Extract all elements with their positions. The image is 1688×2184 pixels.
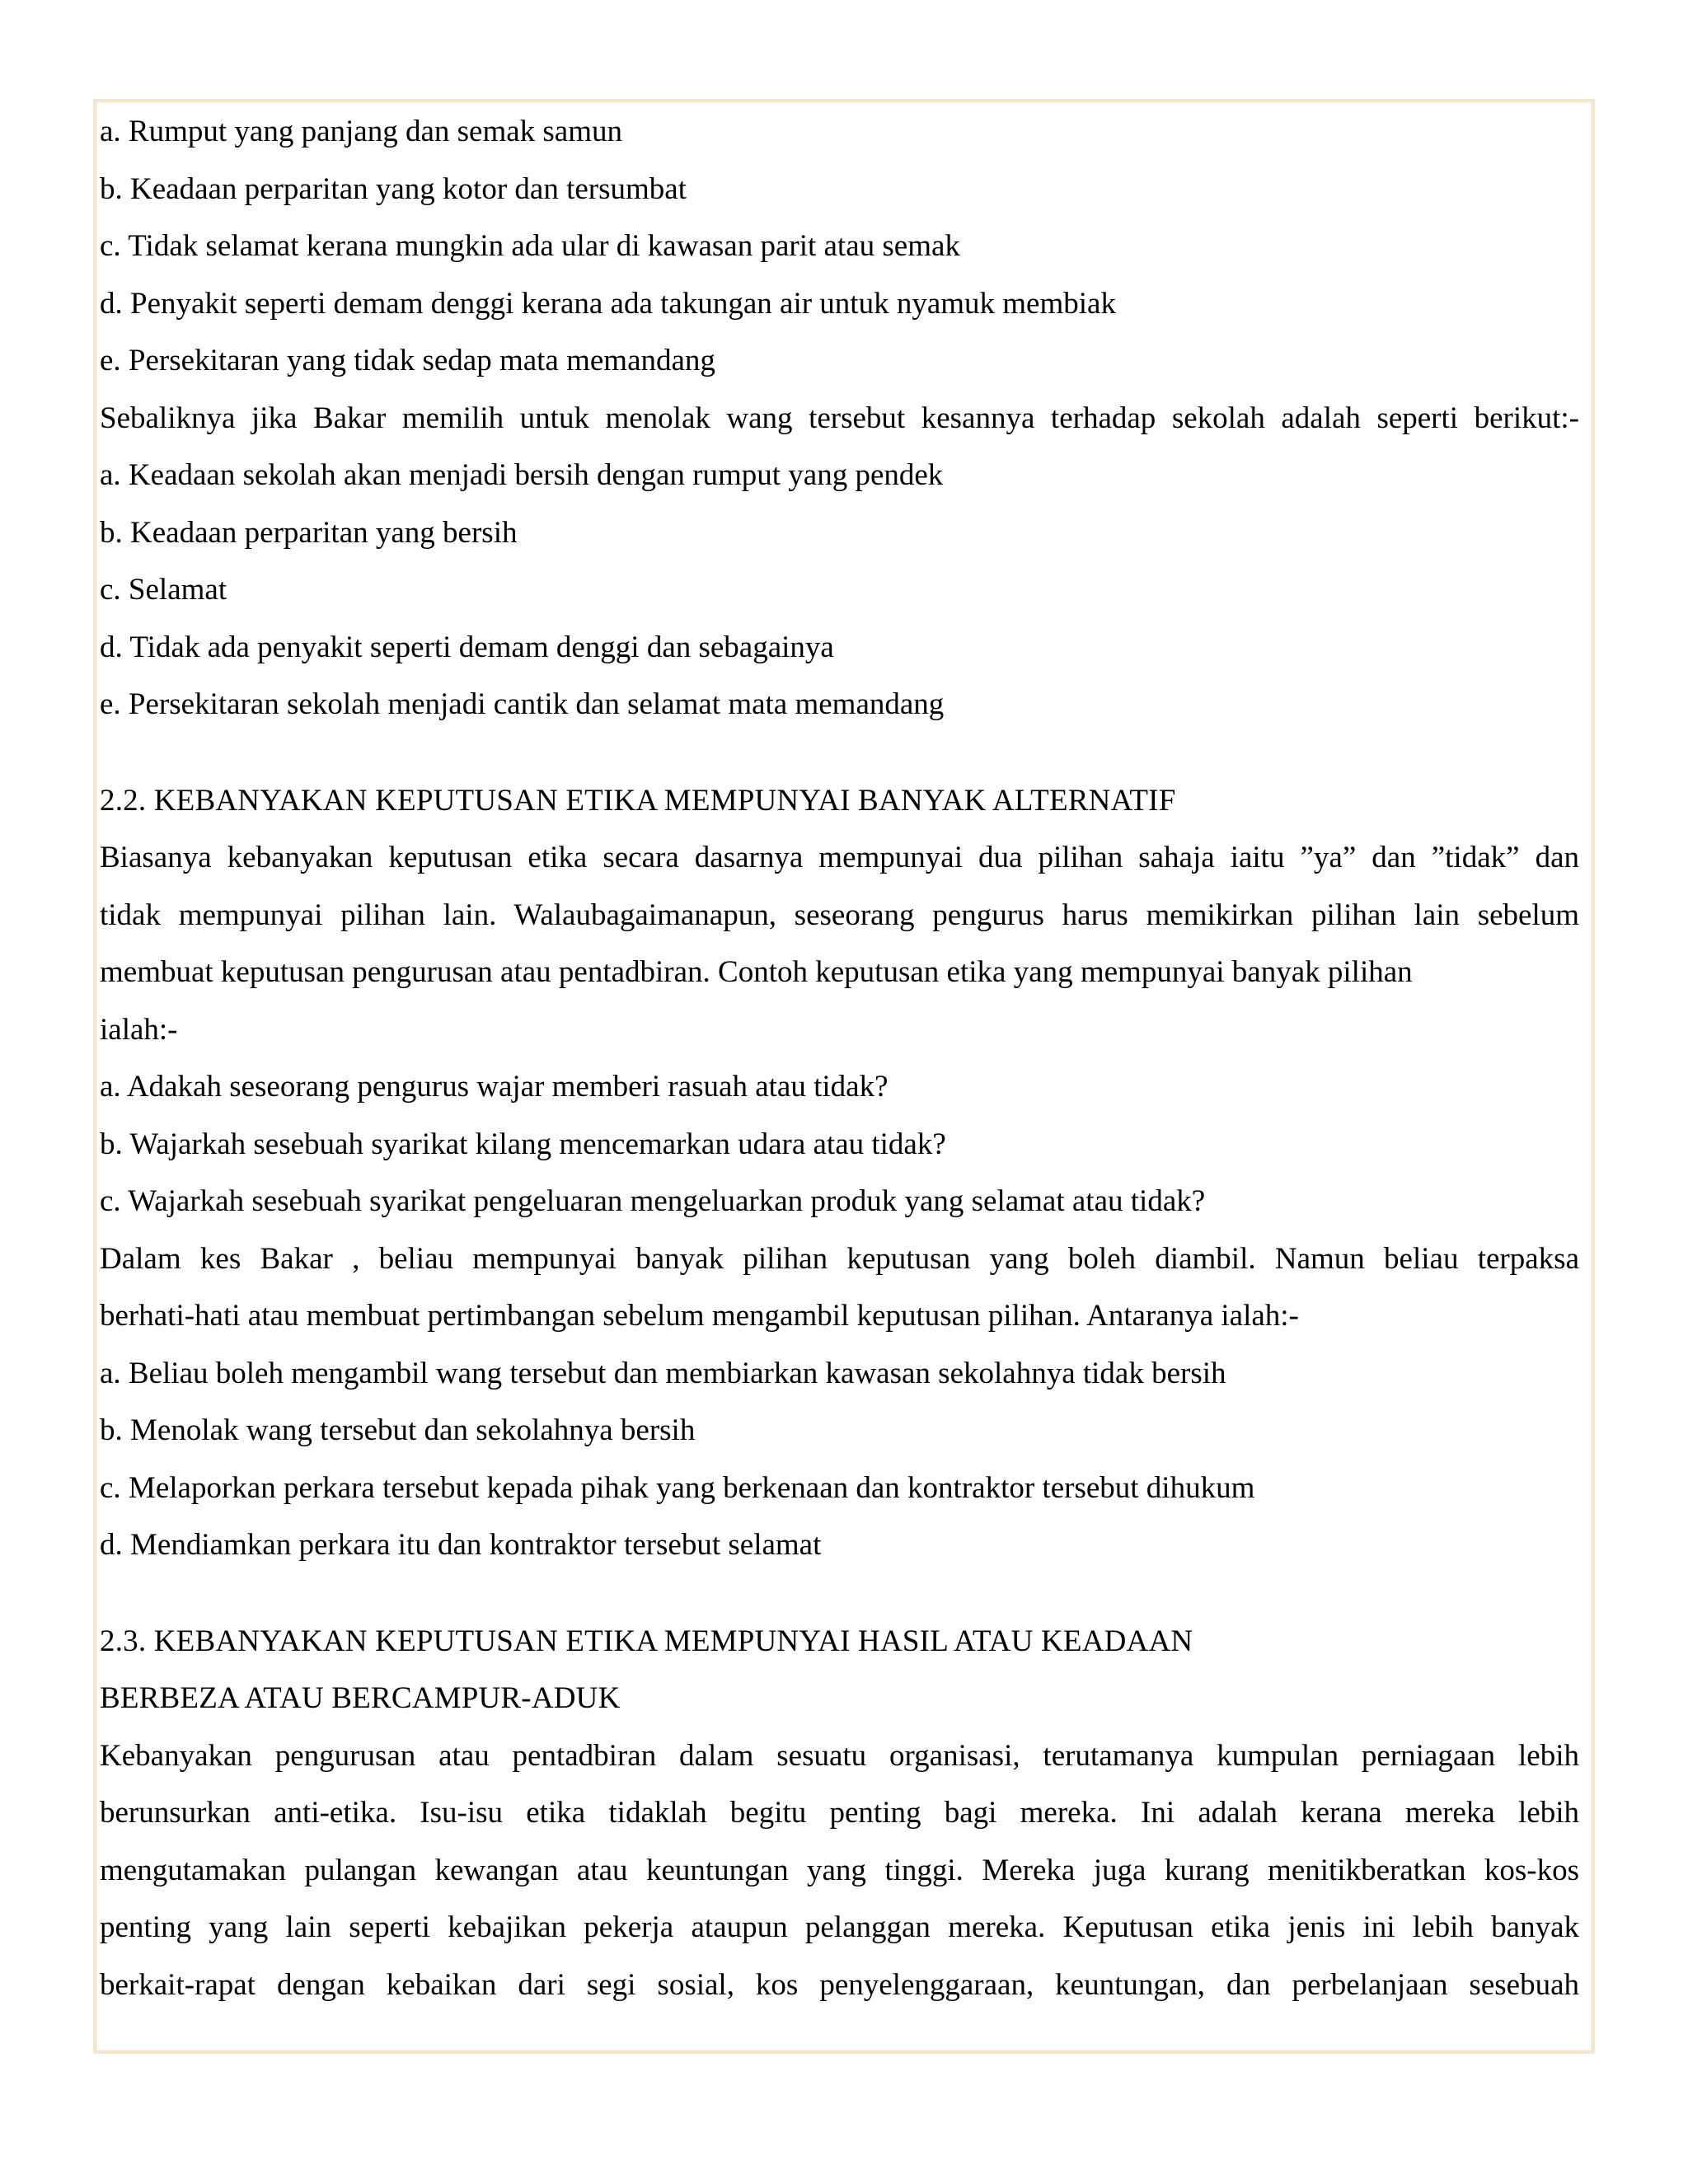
section-heading-2-2: 2.2. KEBANYAKAN KEPUTUSAN ETIKA MEMPUNYAI BANYAK ALTERNATIF [100,783,1176,818]
list-item: b. Keadaan perparitan yang kotor dan tersumbat [100,171,687,206]
section-heading-2-3 [100,1613,1583,1727]
paragraph-line: Biasanya kebanyakan keputusan etika secara dasarnya mempunyai dua pilihan sahaja iaitu ”ya” dan ”tidak” dan [100,841,1579,874]
list-item: c. Selamat [100,573,227,607]
list-item: e. Persekitaran sekolah menjadi cantik dan selamat mata memandang [100,687,945,721]
section-2-2-questions [100,1058,1583,1230]
section-2-3-paragraph [100,1727,1583,2014]
list-item: b. Keadaan perparitan yang bersih [100,515,518,550]
section-2-2-options [100,1345,1583,1574]
list-item: b. Menolak wang tersebut dan sekolahnya bersih [100,1413,696,1447]
paragraph-line: ialah:- [100,1012,178,1047]
document-body [100,103,1583,2013]
list-item: a. Rumput yang panjang dan semak samun [100,115,623,148]
paragraph-line: berunsurkan anti-etika. Isu-isu etika tidaklah begitu penting bagi mereka. Ini adalah kerana mereka lebih [100,1796,1579,1830]
section-2-2-paragraph [100,829,1583,1058]
list-item: d. Tidak ada penyakit seperti demam denggi dan sebagainya [100,630,834,664]
paragraph-line: penting yang lain seperti kebajikan pekerja ataupun pelanggan mereka. Keputusan etika jenis ini lebih banyak [100,1910,1579,1944]
list-item: a. Beliau boleh mengambil wang tersebut dan membiarkan kawasan sekolahnya tidak bersih [100,1356,1226,1390]
list-item: d. Mendiamkan perkara itu dan kontraktor tersebut selamat [100,1528,822,1562]
heading-line: 2.3. KEBANYAKAN KEPUTUSAN ETIKA MEMPUNYAI HASIL ATAU KEADAAN [100,1624,1193,1658]
list-good-effects [100,447,1583,733]
paragraph-line: berhati-hati atau membuat pertimbangan sebelum mengambil keputusan pilihan. Antaranya ialah:- [100,1299,1299,1333]
heading-line: BERBEZA ATAU BERCAMPUR-ADUK [100,1681,621,1715]
paragraph-line: berkait-rapat dengan kebaikan dari segi sosial, kos penyelenggaraan, keuntungan, dan perbelanjaan sesebuah [100,1967,1579,2002]
list-bad-effects [100,103,1583,390]
paragraph-line: Kebanyakan pengurusan atau pentadbiran dalam sesuatu organisasi, terutamanya kumpulan perniagaan lebih [100,1738,1579,1773]
section-spacer [100,1574,1583,1613]
list-item: a. Keadaan sekolah akan menjadi bersih dengan rumput yang pendek [100,458,944,492]
list-item: b. Wajarkah sesebuah syarikat kilang mencemarkan udara atau tidak? [100,1127,946,1161]
paragraph-line: tidak mempunyai pilihan lain. Walaubagaimanapun, seseorang pengurus harus memikirkan pilihan lain sebelum [100,898,1579,932]
list-item: c. Tidak selamat kerana mungkin ada ular di kawasan parit atau semak [100,229,960,263]
list-item: e. Persekitaran yang tidak sedap mata memandang [100,344,715,377]
intro-good-effects: Sebaliknya jika Bakar memilih untuk menolak wang tersebut kesannya terhadap sekolah adalah seperti berikut:- [100,401,1579,435]
paragraph-line: membuat keputusan pengurusan atau pentadbiran. Contoh keputusan etika yang mempunyai banyak pilihan [100,955,1413,989]
list-item: d. Penyakit seperti demam denggi kerana ada takungan air untuk nyamuk membiak [100,286,1116,321]
list-item: a. Adakah seseorang pengurus wajar memberi rasuah atau tidak? [100,1070,889,1104]
list-item: c. Wajarkah sesebuah syarikat pengeluaran mengeluarkan produk yang selamat atau tidak? [100,1184,1206,1218]
paragraph-line: mengutamakan pulangan kewangan atau keuntungan yang tinggi. Mereka juga kurang menitikberatkan kos-kos [100,1853,1579,1887]
paragraph-line: Dalam kes Bakar , beliau mempunyai banyak pilihan keputusan yang boleh diambil. Namun beliau terpaksa [100,1241,1579,1276]
section-spacer [100,733,1583,772]
section-2-2-case [100,1230,1583,1345]
list-item: c. Melaporkan perkara tersebut kepada pihak yang berkenaan dan kontraktor tersebut dihukum [100,1470,1255,1505]
